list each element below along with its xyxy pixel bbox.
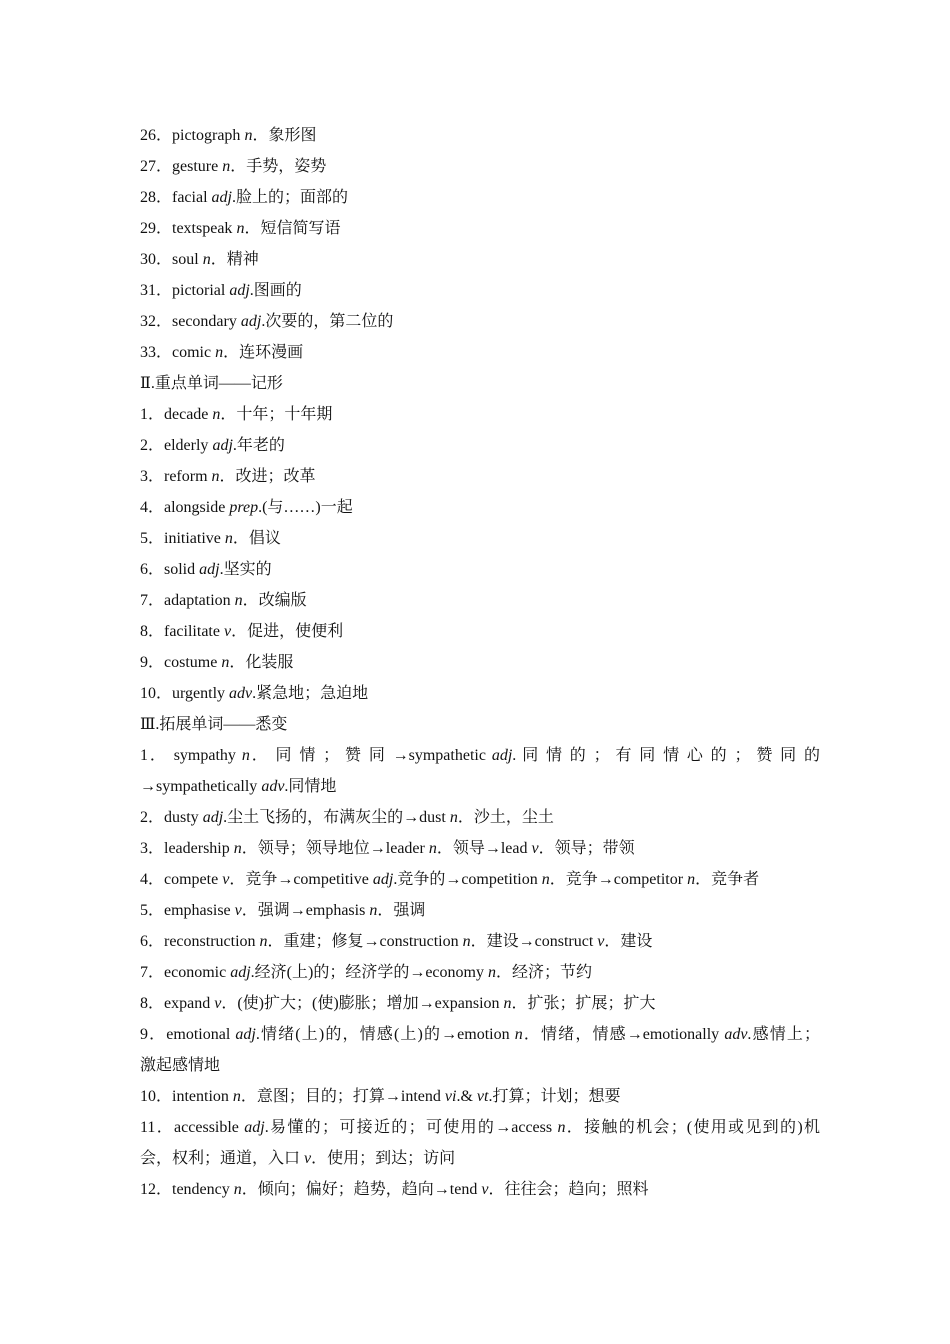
entry-text: 4．compete: [140, 871, 223, 888]
entry-text: ．象形图: [252, 127, 317, 144]
part-of-speech: v: [223, 623, 232, 640]
part-of-speech: adj: [211, 189, 232, 206]
part-of-speech: adj: [244, 1119, 265, 1136]
part-of-speech: n: [232, 1088, 241, 1105]
entry-text: ．促进，使便利: [231, 623, 344, 640]
vocab-entry-line: [140, 895, 820, 926]
entry-text: ．倾向；偏好；趋势，趋向→tend: [241, 1181, 482, 1198]
entry-text: .竞争的→competition: [393, 871, 542, 888]
part-of-speech: adj: [212, 437, 233, 454]
entry-text: ．扩张；扩展；扩大: [511, 995, 656, 1012]
part-of-speech: n: [211, 468, 220, 485]
vocab-entry: [140, 337, 820, 368]
entry-text: ．建设→construct: [470, 933, 598, 950]
part-of-speech: n: [215, 344, 224, 361]
vocab-entry-line: [140, 926, 820, 957]
part-of-speech: v: [304, 1150, 312, 1167]
part-of-speech: n: [687, 871, 696, 888]
vocab-entry: [140, 802, 820, 833]
vocab-entry-line: [140, 833, 820, 864]
entry-text: ．(使)扩大；(使)膨胀；增加→expansion: [221, 995, 504, 1012]
vocab-entry: [140, 647, 820, 678]
part-of-speech: n: [462, 933, 471, 950]
vocab-entry: [140, 399, 820, 430]
entry-text: 29．textspeak: [140, 220, 237, 237]
vocab-entry-line: [140, 740, 820, 771]
vocabulary-list: [140, 120, 820, 1205]
part-of-speech: n: [369, 902, 378, 919]
entry-text: 5．emphasise: [140, 902, 235, 919]
part-of-speech: vt: [476, 1088, 489, 1105]
entry-text: ．十年；十年期: [220, 406, 333, 423]
entry-text: 27．gesture: [140, 158, 223, 175]
entry-text: 33．comic: [140, 344, 216, 361]
part-of-speech: adj: [235, 1026, 256, 1043]
entry-text: ．往往会；趋向；照料: [488, 1181, 649, 1198]
entry-text: .&: [456, 1088, 477, 1105]
vocab-entry: [140, 585, 820, 616]
vocab-entry-line: [140, 1112, 820, 1143]
part-of-speech: n: [241, 747, 250, 764]
part-of-speech: adj: [230, 964, 251, 981]
part-of-speech: adj: [491, 747, 513, 764]
entry-text: 6．solid: [140, 561, 200, 578]
entry-text: 3．leadership: [140, 840, 234, 857]
part-of-speech: v: [597, 933, 605, 950]
entry-text: ．改进；改革: [219, 468, 316, 485]
entry-text: ． 同 情 ； 赞 同 →sympathetic: [249, 747, 492, 764]
entry-text: .紧急地；急迫地: [252, 685, 369, 702]
entry-text: ．短信简写语: [244, 220, 341, 237]
entry-text: ．连环漫画: [223, 344, 304, 361]
part-of-speech: n: [428, 840, 437, 857]
vocab-entry: [140, 740, 820, 802]
entry-text: ．重建；修复→construction: [267, 933, 463, 950]
part-of-speech: n: [236, 220, 245, 237]
part-of-speech: v: [531, 840, 539, 857]
vocab-entry: [140, 1174, 820, 1205]
part-of-speech: n: [222, 158, 231, 175]
entry-text: ．建设: [604, 933, 653, 950]
vocab-entry: [140, 957, 820, 988]
entry-text: 1．decade: [140, 406, 213, 423]
part-of-speech: n: [503, 995, 512, 1012]
vocab-entry: [140, 306, 820, 337]
entry-text: ．领导；带领: [538, 840, 635, 857]
vocab-entry: [140, 213, 820, 244]
part-of-speech: n: [233, 840, 242, 857]
part-of-speech: n: [449, 809, 458, 826]
vocab-entry-line: [140, 957, 820, 988]
vocab-entry: [140, 1019, 820, 1081]
vocab-entry-line: [140, 864, 820, 895]
vocab-entry: [140, 430, 820, 461]
part-of-speech: v: [222, 871, 230, 888]
entry-text: 8．facilitate: [140, 623, 224, 640]
entry-text: ．领导；领导地位→leader: [241, 840, 429, 857]
vocab-entry-line: [140, 802, 820, 833]
entry-text: .情绪(上)的，情感(上)的→emotion: [255, 1026, 515, 1043]
entry-text: ．经济；节约: [495, 964, 592, 981]
vocab-entry: [140, 678, 820, 709]
part-of-speech: n: [514, 1026, 523, 1043]
vocab-entry: [140, 120, 820, 151]
entry-text: .尘土飞扬的，布满灰尘的→dust: [223, 809, 450, 826]
part-of-speech: adj: [202, 809, 224, 826]
entry-text: 9．emotional: [140, 1026, 236, 1043]
entry-text: . 同 情 的 ； 有 同 情 心 的 ； 赞 同 的: [512, 747, 820, 764]
entry-text: ．接触的机会；(使用或见到的)机: [565, 1119, 820, 1136]
part-of-speech: n: [202, 251, 211, 268]
part-of-speech: n: [221, 654, 230, 671]
entry-text: 28．facial: [140, 189, 212, 206]
entry-text: 31．pictorial: [140, 282, 230, 299]
vocab-entry-line: [140, 1019, 820, 1050]
part-of-speech: n: [234, 592, 243, 609]
entry-text: ．竞争→competitor: [549, 871, 688, 888]
entry-text: .打算；计划；想要: [488, 1088, 621, 1105]
entry-text: 8．expand: [140, 995, 215, 1012]
vocab-entry: [140, 182, 820, 213]
entry-text: ．强调: [377, 902, 426, 919]
part-of-speech: n: [487, 964, 496, 981]
entry-text: ．精神: [210, 251, 259, 268]
entry-text: .次要的，第二位的: [261, 313, 394, 330]
vocab-entry: [140, 833, 820, 864]
entry-text: 12．tendency: [140, 1181, 234, 1198]
entry-text: 6．reconstruction: [140, 933, 260, 950]
vocab-entry-continuation: [140, 1050, 820, 1081]
vocab-entry: [140, 864, 820, 895]
part-of-speech: adj: [372, 871, 394, 888]
entry-text: ．情绪，情感→emotionally: [522, 1026, 725, 1043]
entry-text: ．意图；目的；打算→intend: [240, 1088, 445, 1105]
part-of-speech: v: [214, 995, 222, 1012]
part-of-speech: n: [541, 871, 550, 888]
vocab-entry: [140, 926, 820, 957]
entry-text: .年老的: [232, 437, 285, 454]
vocab-section-continued: [140, 120, 820, 368]
entry-text: .图画的: [249, 282, 302, 299]
entry-text: →sympathetically: [140, 778, 262, 795]
vocab-entry: [140, 1081, 820, 1112]
entry-text: 激起感情地: [140, 1057, 221, 1074]
entry-text: 7．adaptation: [140, 592, 235, 609]
vocab-entry: [140, 523, 820, 554]
entry-text: 10．intention: [140, 1088, 233, 1105]
entry-text: 2．dusty: [140, 809, 203, 826]
entry-text: 7．economic: [140, 964, 231, 981]
entry-text: 30．soul: [140, 251, 203, 268]
entry-text: ．强调→emphasis: [241, 902, 370, 919]
vocab-entry: [140, 616, 820, 647]
part-of-speech: n: [224, 530, 233, 547]
section-heading-key-words: Ⅱ.重点单词——记形: [140, 375, 283, 392]
entry-text: ．手势，姿势: [230, 158, 327, 175]
entry-text: 会，权利；通道，入口: [140, 1150, 305, 1167]
entry-text: ．沙土，尘土: [457, 809, 554, 826]
entry-text: 1． sympathy: [140, 747, 242, 764]
part-of-speech: n: [244, 127, 253, 144]
vocab-entry-line: [140, 1174, 820, 1205]
vocab-entry-line: [140, 988, 820, 1019]
entry-text: .(与……)一起: [258, 499, 353, 516]
vocab-entry: [140, 1112, 820, 1174]
vocab-entry: [140, 461, 820, 492]
part-of-speech: adj: [229, 282, 250, 299]
entry-text: .同情地: [284, 778, 337, 795]
entry-text: 5．initiative: [140, 530, 225, 547]
part-of-speech: vi: [444, 1088, 457, 1105]
entry-text: .经济(上)的；经济学的→economy: [250, 964, 488, 981]
vocab-entry-line: [140, 1081, 820, 1112]
vocab-entry: [140, 151, 820, 182]
part-of-speech: n: [212, 406, 221, 423]
section-heading-extended-words: Ⅲ.拓展单词——悉变: [140, 716, 288, 733]
part-of-speech: prep: [229, 499, 259, 516]
part-of-speech: n: [557, 1119, 566, 1136]
vocab-entry-continuation: [140, 771, 820, 802]
entry-text: ．改编版: [242, 592, 307, 609]
part-of-speech: adv: [724, 1026, 748, 1043]
part-of-speech: n: [233, 1181, 242, 1198]
entry-text: .易懂的；可接近的；可使用的→access: [264, 1119, 558, 1136]
entry-text: 4．alongside: [140, 499, 230, 516]
part-of-speech: v: [481, 1181, 489, 1198]
entry-text: ．倡议: [232, 530, 281, 547]
entry-text: ．竞争者: [695, 871, 760, 888]
part-of-speech: adj: [240, 313, 262, 330]
entry-text: 11．accessible: [140, 1119, 245, 1136]
entry-text: .脸上的；面部的: [231, 189, 348, 206]
vocab-entry: [140, 554, 820, 585]
part-of-speech: adv: [261, 778, 285, 795]
vocab-entry: [140, 895, 820, 926]
vocab-entry-continuation: [140, 1143, 820, 1174]
entry-text: ．使用；到达；访问: [311, 1150, 456, 1167]
part-of-speech: n: [259, 933, 268, 950]
vocab-section-extended-words: [140, 740, 820, 1205]
entry-text: ．领导→lead: [436, 840, 532, 857]
part-of-speech: adv: [229, 685, 253, 702]
vocab-section-key-words: [140, 399, 820, 709]
vocab-entry: [140, 244, 820, 275]
entry-text: 2．elderly: [140, 437, 213, 454]
entry-text: 9．costume: [140, 654, 222, 671]
entry-text: .感情上；: [747, 1026, 820, 1043]
entry-text: .坚实的: [219, 561, 272, 578]
part-of-speech: adj: [199, 561, 220, 578]
entry-text: 3．reform: [140, 468, 212, 485]
vocab-entry: [140, 988, 820, 1019]
vocab-entry: [140, 275, 820, 306]
entry-text: ．化装服: [229, 654, 294, 671]
entry-text: 26．pictograph: [140, 127, 245, 144]
vocab-entry: [140, 492, 820, 523]
entry-text: ．竞争→competitive: [229, 871, 373, 888]
entry-text: 32．secondary: [140, 313, 241, 330]
entry-text: 10．urgently: [140, 685, 230, 702]
part-of-speech: v: [234, 902, 242, 919]
